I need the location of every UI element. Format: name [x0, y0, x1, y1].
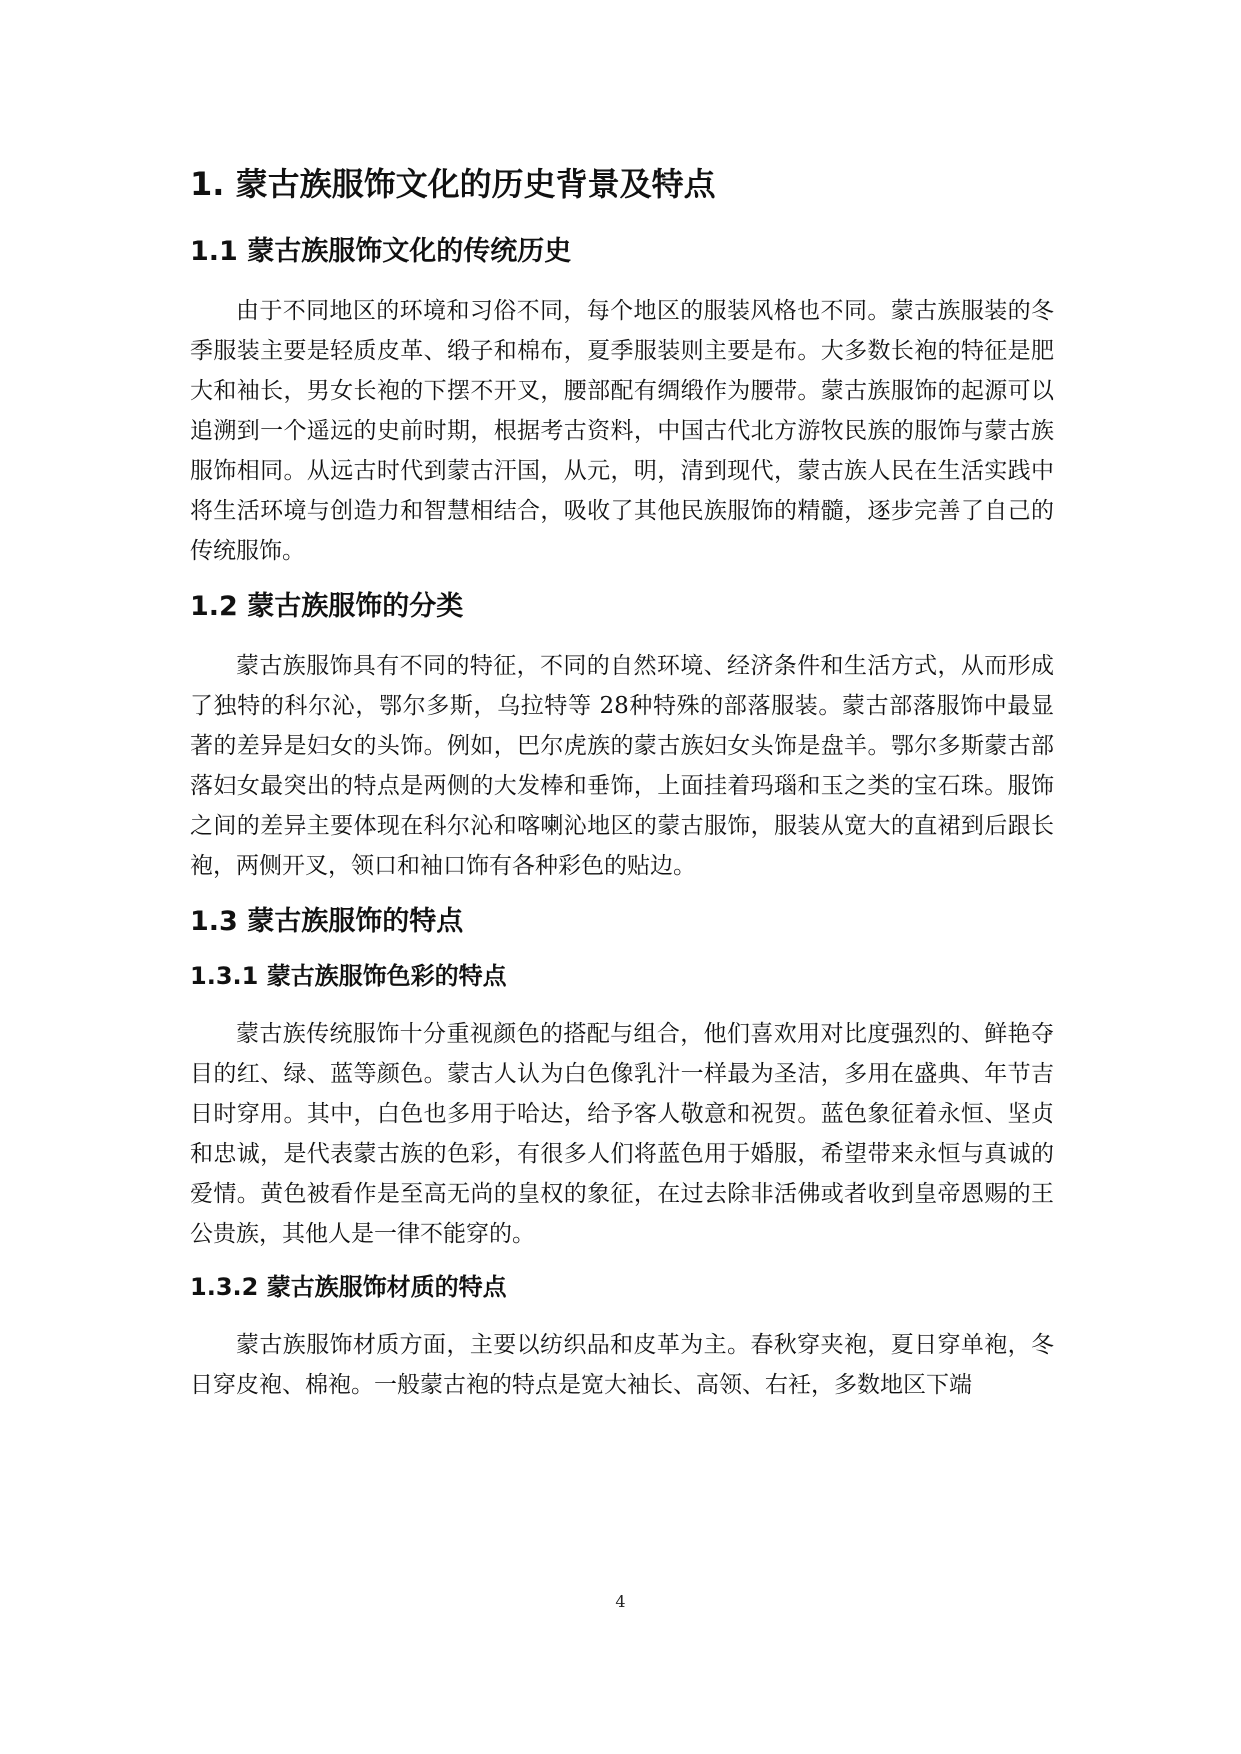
subsection-heading-1-3-1: 1.3.1 蒙古族服饰色彩的特点 — [190, 961, 507, 990]
section-paragraph-1-2: 蒙古族服饰具有不同的特征，不同的自然环境、经济条件和生活方式，从而形成了独特的科尔沁，鄂尔多斯，乌拉特等 28种特殊的部落服装。蒙古部落服饰中最显著的差异是妇女的头饰。例如，巴尔虎族的蒙古族妇女头饰是盘羊。鄂尔多斯蒙古部落妇女最突出的特点是两侧的大发棒和垂饰，上面挂着玛瑙和玉之类的宝石珠。服饰之间的差异主要体现在科尔沁和喀喇沁地区的蒙古服饰，服装从宽大的直裙到后跟长袍，两侧开叉，领口和袖口饰有各种彩色的贴边。 — [190, 652, 1054, 879]
page-number: 4 — [615, 1592, 626, 1611]
subsection-paragraph-1-3-1: 蒙古族传统服饰十分重视颜色的搭配与组合，他们喜欢用对比度强烈的、鲜艳夺目的红、绿、蓝等颜色。蒙古人认为白色像乳汁一样最为圣洁，多用在盛典、年节吉日时穿用。其中，白色也多用于哈达，给予客人敬意和祝贺。蓝色象征着永恒、坚贞和忠诚，是代表蒙古族的色彩，有很多人们将蓝色用于婚服，希望带来永恒与真诚的爱情。黄色被看作是至高无尚的皇权的象征，在过去除非活佛或者收到皇帝恩赐的王公贵族，其他人是一律不能穿的。 — [190, 1021, 1054, 1248]
page-content — [190, 150, 1054, 1413]
section-heading-1-2: 1.2 蒙古族服饰的分类 — [190, 590, 464, 622]
section-heading-1-1: 1.1 蒙古族服饰文化的传统历史 — [190, 235, 572, 267]
subsection-paragraph-1-3-2: 蒙古族服饰材质方面，主要以纺织品和皮革为主。春秋穿夹袍，夏日穿单袍，冬日穿皮袍、棉袍。一般蒙古袍的特点是宽大袖长、高领、右衽，多数地区下端 — [190, 1332, 1054, 1399]
section-heading-1-3: 1.3 蒙古族服饰的特点 — [190, 905, 464, 937]
subsection-heading-1-3-2: 1.3.2 蒙古族服饰材质的特点 — [190, 1273, 507, 1302]
section-paragraph-1-1: 由于不同地区的环境和习俗不同，每个地区的服装风格也不同。蒙古族服装的冬季服装主要是轻质皮革、缎子和棉布，夏季服装则主要是布。大多数长袍的特征是肥大和袖长，男女长袍的下摆不开叉，腰部配有绸缎作为腰带。蒙古族服饰的起源可以追溯到一个遥远的史前时期，根据考古资料，中国古代北方游牧民族的服饰与蒙古族服饰相同。从远古时代到蒙古汗国，从元，明，清到现代，蒙古族人民在生活实践中将生活环境与创造力和智慧相结合，吸收了其他民族服饰的精髓，逐步完善了自己的传统服饰。 — [190, 297, 1054, 564]
chapter-title: 1. 蒙古族服饰文化的历史背景及特点 — [190, 165, 716, 203]
